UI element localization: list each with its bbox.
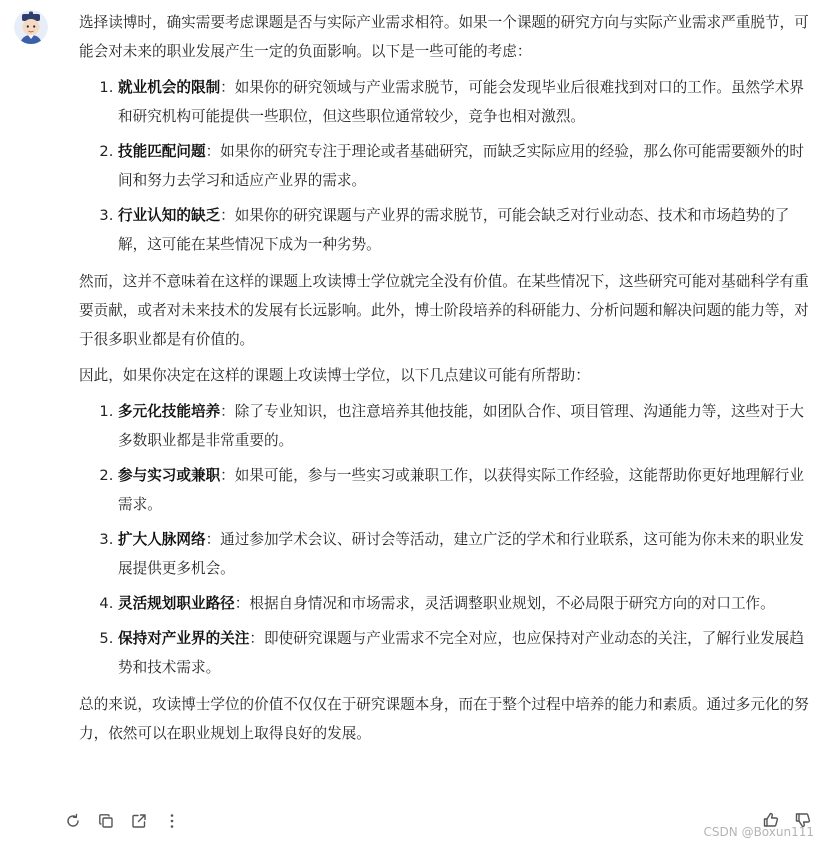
- more-button[interactable]: [161, 810, 183, 832]
- suggestions-lead: 因此，如果你决定在这样的课题上攻读博士学位，以下几点建议可能有所帮助：: [79, 367, 590, 384]
- list-item: [118, 624, 809, 682]
- avatar-icon: [14, 10, 48, 44]
- list-item-title: 多元化技能培养: [118, 403, 221, 420]
- share-icon: [131, 813, 147, 829]
- list-item: [118, 461, 809, 519]
- message-actions: [62, 809, 194, 833]
- list-item-text: ：如果可能，参与一些实习或兼职工作，以获得实际工作经验，这能帮助你更好地理解行业需求。: [118, 467, 804, 513]
- list-item-title: 灵活规划职业路径: [118, 595, 235, 612]
- suggestions-list: [79, 397, 809, 682]
- list-item: [118, 73, 809, 131]
- list-item-text: ：如果你的研究领域与产业需求脱节，可能会发现毕业后很难找到对口的工作。虽然学术界和研究机构可能提供一些职位，但这些职位通常较少，竞争也相对激烈。: [118, 79, 804, 125]
- assistant-message: [79, 8, 809, 755]
- list-item: [118, 201, 809, 259]
- list-item: [118, 397, 809, 455]
- list-item-text: ：如果你的研究专注于理论或者基础研究，而缺乏实际应用的经验，那么你可能需要额外的时间和努力去学习和适应产业界的需求。: [118, 143, 804, 189]
- list-item-text: ：通过参加学术会议、研讨会等活动，建立广泛的学术和行业联系，这可能为你未来的职业发展提供更多机会。: [118, 531, 804, 577]
- more-vertical-icon: [164, 813, 180, 829]
- conclusion-paragraph: 总的来说，攻读博士学位的价值不仅仅在于研究课题本身，而在于整个过程中培养的能力和素质。通过多元化的努力，依然可以在职业规划上取得良好的发展。: [79, 696, 809, 742]
- list-item: [118, 589, 809, 618]
- list-item-title: 技能匹配问题: [118, 143, 206, 160]
- list-item-title: 参与实习或兼职: [118, 467, 221, 484]
- intro-paragraph: 选择读博时，确实需要考虑课题是否与实际产业需求相符。如果一个课题的研究方向与实际产业需求严重脱节，可能会对未来的职业发展产生一定的负面影响。以下是一些可能的考虑：: [79, 14, 809, 60]
- share-button[interactable]: [128, 810, 150, 832]
- csdn-watermark: CSDN @Boxun111: [703, 825, 814, 839]
- copy-icon: [98, 813, 114, 829]
- middle-paragraph: 然而，这并不意味着在这样的课题上攻读博士学位就完全没有价值。在某些情况下，这些研究可能对基础科学有重要贡献，或者对未来技术的发展有长远影响。此外，博士阶段培养的科研能力、分析问题和解决问题的能力等，对于很多职业都是有价值的。: [79, 273, 809, 348]
- list-item-title: 保持对产业界的关注: [118, 630, 250, 647]
- list-item-text: ：如果你的研究课题与产业界的需求脱节，可能会缺乏对行业动态、技术和市场趋势的了解，这可能在某些情况下成为一种劣势。: [118, 207, 790, 253]
- list-item: [118, 137, 809, 195]
- considerations-list: [79, 73, 809, 259]
- list-item: [118, 525, 809, 583]
- list-item-text: ：根据自身情况和市场需求，灵活调整职业规划，不必局限于研究方向的对口工作。: [234, 595, 775, 612]
- list-item-text: ：除了专业知识，也注意培养其他技能，如团队合作、项目管理、沟通能力等，这些对于大多数职业都是非常重要的。: [118, 403, 804, 449]
- regenerate-button[interactable]: [62, 810, 84, 832]
- list-item-title: 就业机会的限制: [118, 79, 221, 96]
- copy-button[interactable]: [95, 810, 117, 832]
- list-item-title: 行业认知的缺乏: [118, 207, 221, 224]
- list-item-title: 扩大人脉网络: [118, 531, 206, 548]
- refresh-icon: [65, 813, 81, 829]
- assistant-avatar: [14, 10, 48, 44]
- list-item-text: ：即使研究课题与产业需求不完全对应，也应保持对产业动态的关注，了解行业发展趋势和技术需求。: [118, 630, 804, 676]
